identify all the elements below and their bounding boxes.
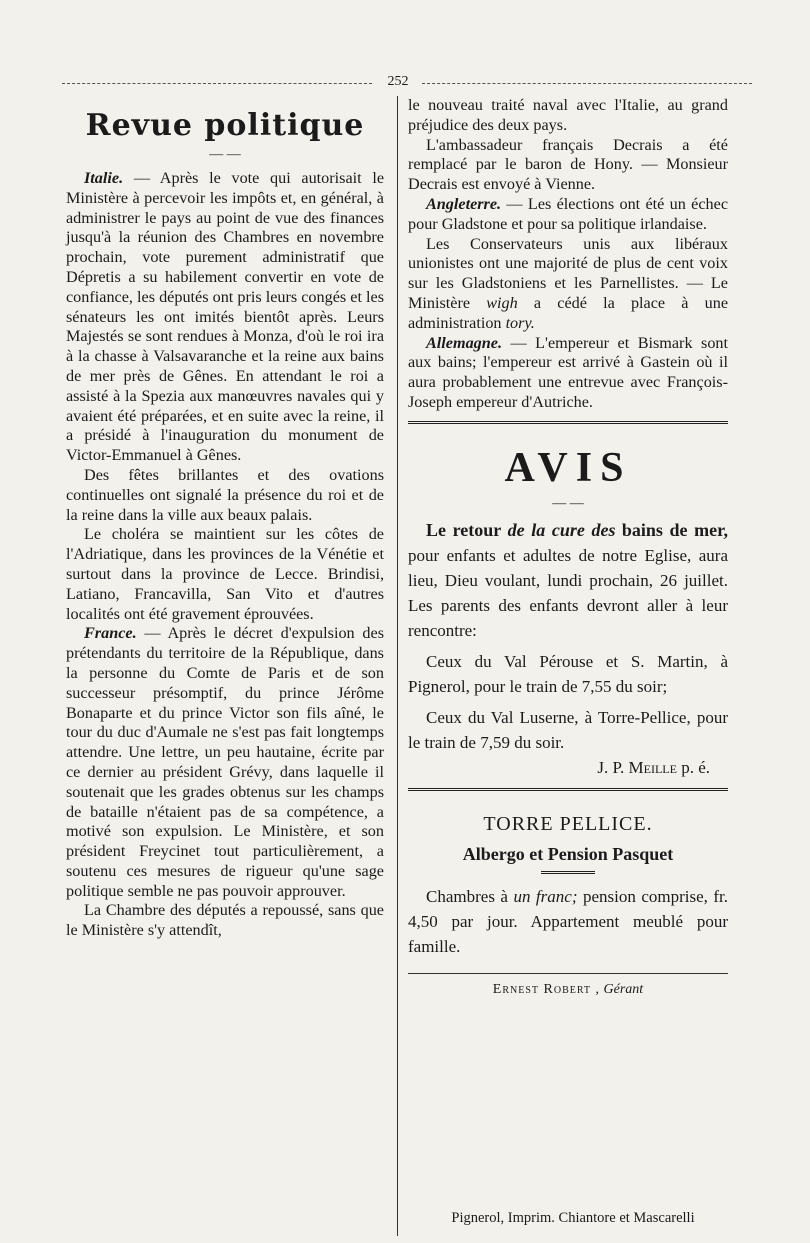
wigh-word: wigh xyxy=(486,293,518,312)
italie-text: — Après le vote qui autorisait le Ministère à percevoir les impôts et, en général, à administrer le pays au point de vue des finances jusqu'à la réunion des Chambres en novembre prochain, vote purement administratif que Dépretis a su habilement convertir en vote de confiance, les députés ont pris leurs congés et les sénateurs les ont imités bientôt après. Leurs Majestés se sont rendues à Monza, d'où le roi ira à la chasse à Valsavaranche et la reine aux bains de mer près de Gênes. En attendant le roi a assisté à la Spezia aux manœuvres navales qui y avaient été préparées, et en suite avec la reine, il a présidé à l'inauguration du monument de Victor-Emmanuel à Gênes. xyxy=(66,169,385,465)
avis-paragraph xyxy=(408,518,728,643)
pension-text-b: pension comprise, fr. 4,50 par jour. Appartement meublé pour famille. xyxy=(408,886,729,956)
albergo-rule xyxy=(541,871,595,874)
tory-word: tory. xyxy=(505,313,535,332)
allemagne-heading: Allemagne. xyxy=(426,333,502,352)
section-title: Revue politique xyxy=(85,108,365,143)
ambassadeur-paragraph: L'ambassadeur français Decrais a été remplacé par le baron de Hony. — Monsieur Decrais est envoyé à Vienne. xyxy=(408,135,728,194)
gerant-role: Gérant xyxy=(603,981,644,997)
right-column xyxy=(408,96,728,998)
avis-lead-3: bains de mer, xyxy=(621,519,728,540)
angleterre-heading: Angleterre. xyxy=(426,194,502,213)
continuation-paragraph: le nouveau traité naval avec l'Italie, au grand préjudice des deux pays. xyxy=(408,96,728,134)
avis-lead-1: Le retour xyxy=(426,519,502,540)
avis-text: pour enfants et adultes de notre Eglise, aura lieu, Dieu voulant, lundi prochain, 26 juillet. Les parents des enfants devront aller à leur rencontre: xyxy=(408,545,728,640)
france-paragraph xyxy=(66,624,384,901)
avis-luserne: Ceux du Val Luserne, à Torre-Pellice, pour le train de 7,59 du soir. xyxy=(408,707,728,752)
gerant-line xyxy=(408,982,728,998)
avis-signature-suffix: p. é. xyxy=(681,757,710,777)
avis-notice xyxy=(408,444,728,780)
avis-signature xyxy=(408,755,728,780)
left-column xyxy=(66,96,384,941)
page-header xyxy=(62,74,752,94)
pension-notice xyxy=(408,884,728,959)
pension-text-a: Chambres à xyxy=(426,886,508,906)
section-separator-2 xyxy=(408,788,728,791)
conservateurs-text-a: Les Conservateurs unis aux libéraux unionistes ont une majorité de plus de cent voix sur les Gladstoniens et les Parnellistes. — Le Ministère xyxy=(408,234,728,312)
france-text: — Après le décret d'expulsion des prétendants du territoire de la République, dans la personne du Comte de Paris et de son successeur présomptif, du prince Jérôme Bonaparte et du prince Victor son fils aîné, le tour du duc d'Aumale ne s'est pas fait longtemps attendre. Une lettre, un peu hautaine, écrite par ce dernier au président Grévy, dans laquelle il soutenait que les grades obtenus sur les champs de bataille n'étaient pas de sa compétence, a motivé son expulsion. Le Ministère, et son président Freycinet tout particulièrement, a soutenu ces mesures de rigueur qu'une sage politique semble ne pas pouvoir approuver. xyxy=(66,624,384,900)
italie-heading: Italie. xyxy=(84,169,124,187)
printer-imprint: Pignerol, Imprim. Chiantore et Mascarelli xyxy=(451,1210,695,1226)
fetes-paragraph: Des fêtes brillantes et des ovations continuelles ont signalé la présence du roi et de la reine dans la ville aux beaux palais. xyxy=(66,465,384,524)
conservateurs-text-b: a cédé la place à une administration xyxy=(408,293,729,332)
footer-rule xyxy=(408,973,728,974)
page-number: 252 xyxy=(387,74,409,89)
cholera-paragraph: Le choléra se maintient sur les côtes de l'Adriatique, dans les provinces de la Vénétie et surtout dans la province de Lecce. Brindisi, Latiano, Francavilla, San Vito et d'autres localités ont été gravement éprouvées. xyxy=(66,525,384,623)
header-rule-left xyxy=(62,83,372,84)
avis-lead-2: de la cure des xyxy=(507,519,616,540)
avis-signature-name: J. P. Meille xyxy=(597,757,677,777)
chambre-paragraph: La Chambre des députés a repoussé, sans que le Ministère s'y attendît, xyxy=(66,901,384,940)
france-heading: France. xyxy=(84,624,137,643)
column-divider xyxy=(397,96,398,1236)
avis-dash: — — xyxy=(552,495,584,511)
allemagne-text: — L'empereur et Bismark sont aux bains; l'empereur est arrivé à Gastein où il aura probablement une entrevue avec François-Joseph empereur d'Autriche. xyxy=(408,333,728,411)
torre-heading: TORRE PELLICE. xyxy=(483,812,653,835)
avis-perouse: Ceux du Val Pérouse et S. Martin, à Pignerol, pour le train de 7,55 du soir; xyxy=(408,651,728,696)
pension-paragraph xyxy=(408,884,728,959)
avis-title: AVIS xyxy=(504,444,632,491)
section-separator xyxy=(408,421,728,424)
pension-un-franc: un franc; xyxy=(513,886,578,906)
angleterre-paragraph xyxy=(408,195,728,235)
allemagne-paragraph xyxy=(408,334,728,413)
italie-paragraph xyxy=(66,169,384,466)
header-rule-right xyxy=(422,83,752,84)
angleterre-text: — Les élections ont été un échec pour Gladstone et pour sa politique irlandaise. xyxy=(408,194,729,233)
conservateurs-paragraph xyxy=(408,235,728,334)
gerant-name: Ernest Robert , xyxy=(492,981,601,997)
title-dash: — — xyxy=(209,147,241,162)
albergo-heading: Albergo et Pension Pasquet xyxy=(462,843,674,864)
